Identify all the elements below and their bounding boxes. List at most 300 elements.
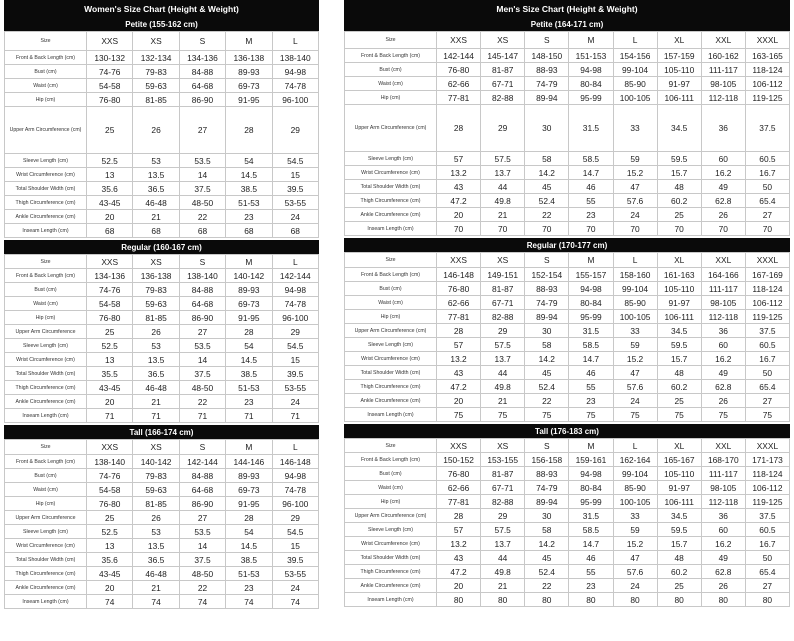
measurement-value: 49.8: [481, 194, 525, 208]
size-column-xxs: XXS: [87, 440, 133, 455]
measurement-label: Front & Back Length (cm): [345, 49, 437, 63]
measurement-value: 47: [613, 180, 657, 194]
measurement-value: 54.5: [272, 525, 318, 539]
chart-title: Men's Size Chart (Height & Weight): [344, 0, 790, 17]
measurement-value: 98-105: [701, 77, 745, 91]
table-row: [5, 168, 319, 182]
measurement-value: 140-142: [226, 269, 272, 283]
measurement-value: 14.5: [226, 539, 272, 553]
measurement-value: 54-58: [87, 483, 133, 497]
measurement-value: 76-80: [87, 311, 133, 325]
measurement-value: 57.6: [613, 565, 657, 579]
measurement-value: 142-144: [272, 269, 318, 283]
measurement-value: 62.8: [701, 380, 745, 394]
size-column-m: M: [226, 440, 272, 455]
measurement-label: Upper Arm Circumference (cm): [345, 324, 437, 338]
table-header-row: [345, 253, 790, 268]
measurement-label: Sleeve Length (cm): [345, 338, 437, 352]
measurement-label: Waist (cm): [5, 483, 87, 497]
measurement-value: 100-105: [613, 495, 657, 509]
measurement-label: Inseam Length (cm): [345, 408, 437, 422]
measurement-value: 13.5: [133, 539, 179, 553]
measurement-value: 156-158: [525, 453, 569, 467]
measurement-value: 159-161: [569, 453, 613, 467]
measurement-value: 75: [613, 408, 657, 422]
measurement-label: Waist (cm): [345, 77, 437, 91]
size-table: [4, 31, 319, 238]
measurement-value: 80: [745, 593, 789, 607]
measurement-value: 62.8: [701, 565, 745, 579]
measurement-value: 33: [613, 324, 657, 338]
measurement-value: 155-157: [569, 268, 613, 282]
measurement-value: 99-104: [613, 282, 657, 296]
measurement-value: 138-140: [87, 455, 133, 469]
measurement-value: 60.5: [745, 523, 789, 537]
measurement-value: 71: [226, 409, 272, 423]
measurement-value: 54.5: [272, 339, 318, 353]
measurement-value: 75: [525, 408, 569, 422]
measurement-label: Wrist Circumference (cm): [345, 352, 437, 366]
measurement-value: 142-144: [179, 455, 225, 469]
measurement-value: 96-100: [272, 497, 318, 511]
mens-size-chart: [344, 0, 790, 607]
measurement-label: Wrist Circumference (cm): [5, 353, 87, 367]
measurement-value: 37.5: [745, 509, 789, 523]
measurement-value: 25: [87, 325, 133, 339]
section-title-petite: Petite (155-162 cm): [4, 17, 319, 31]
measurement-label: Waist (cm): [5, 79, 87, 93]
measurement-value: 27: [745, 208, 789, 222]
measurement-value: 48: [657, 180, 701, 194]
table-row: [5, 409, 319, 423]
measurement-value: 89-93: [226, 469, 272, 483]
measurement-value: 111-117: [701, 467, 745, 481]
measurement-value: 15: [272, 353, 318, 367]
measurement-value: 106-111: [657, 310, 701, 324]
measurement-value: 118-124: [745, 467, 789, 481]
measurement-value: 75: [569, 408, 613, 422]
measurement-value: 91-95: [226, 93, 272, 107]
measurement-label: Thigh Circumference (cm): [345, 194, 437, 208]
measurement-value: 38.5: [226, 367, 272, 381]
measurement-value: 22: [179, 395, 225, 409]
measurement-value: 94-98: [569, 63, 613, 77]
table-row: [5, 65, 319, 79]
measurement-value: 95-99: [569, 310, 613, 324]
measurement-value: 13.2: [437, 537, 481, 551]
measurement-value: 80: [481, 593, 525, 607]
measurement-value: 67-71: [481, 296, 525, 310]
measurement-value: 89-93: [226, 283, 272, 297]
table-row: [345, 352, 790, 366]
measurement-value: 25: [657, 394, 701, 408]
measurement-value: 60.5: [745, 338, 789, 352]
table-row: [345, 282, 790, 296]
table-row: [5, 395, 319, 409]
table-row: [345, 91, 790, 105]
measurement-value: 53.5: [179, 339, 225, 353]
measurement-value: 55: [569, 380, 613, 394]
measurement-value: 14.5: [226, 168, 272, 182]
measurement-label: Ankle Circumference (cm): [5, 395, 87, 409]
measurement-value: 89-94: [525, 91, 569, 105]
measurement-value: 50: [745, 366, 789, 380]
table-row: [5, 553, 319, 567]
measurement-value: 55: [569, 565, 613, 579]
measurement-value: 45: [525, 180, 569, 194]
measurement-label: Waist (cm): [345, 481, 437, 495]
measurement-label: Sleeve Length (cm): [5, 525, 87, 539]
measurement-value: 79-83: [133, 65, 179, 79]
measurement-value: 95-99: [569, 495, 613, 509]
measurement-value: 99-104: [613, 63, 657, 77]
size-column-s: S: [179, 255, 225, 269]
measurement-value: 21: [481, 208, 525, 222]
size-column-xxl: XXL: [701, 439, 745, 453]
measurement-value: 94-98: [272, 469, 318, 483]
table-row: [5, 381, 319, 395]
measurement-value: 57.5: [481, 523, 525, 537]
table-row: [345, 495, 790, 509]
measurement-value: 47.2: [437, 194, 481, 208]
measurement-value: 24: [613, 579, 657, 593]
measurement-value: 15.7: [657, 352, 701, 366]
measurement-label: Sleeve Length (cm): [345, 152, 437, 166]
measurement-value: 36.5: [133, 553, 179, 567]
measurement-value: 25: [657, 579, 701, 593]
measurement-value: 54-58: [87, 297, 133, 311]
measurement-value: 20: [437, 579, 481, 593]
measurement-value: 157-159: [657, 49, 701, 63]
size-table: [4, 254, 319, 423]
measurement-value: 96-100: [272, 93, 318, 107]
measurement-label: Hip (cm): [345, 495, 437, 509]
measurement-value: 23: [226, 210, 272, 224]
table-row: [5, 107, 319, 154]
size-column-xs: XS: [133, 440, 179, 455]
measurement-value: 111-117: [701, 282, 745, 296]
measurement-label: Upper Arm Circumference (cm): [345, 509, 437, 523]
table-row: [345, 105, 790, 152]
measurement-value: 88-93: [525, 63, 569, 77]
measurement-value: 81-87: [481, 282, 525, 296]
measurement-value: 112-118: [701, 495, 745, 509]
measurement-label: Ankle Circumference (cm): [5, 581, 87, 595]
measurement-value: 22: [525, 208, 569, 222]
measurement-value: 20: [437, 394, 481, 408]
measurement-value: 69-73: [226, 79, 272, 93]
table-row: [5, 511, 319, 525]
measurement-value: 165-167: [657, 453, 701, 467]
measurement-label: Upper Arm Circumference: [5, 511, 87, 525]
measurement-value: 13.7: [481, 166, 525, 180]
measurement-value: 86-90: [179, 93, 225, 107]
measurement-value: 52.4: [525, 194, 569, 208]
measurement-value: 75: [745, 408, 789, 422]
measurement-value: 20: [87, 395, 133, 409]
measurement-value: 57.6: [613, 194, 657, 208]
size-column-xl: XL: [657, 32, 701, 49]
measurement-value: 48-50: [179, 381, 225, 395]
table-row: [345, 180, 790, 194]
measurement-value: 81-87: [481, 63, 525, 77]
measurement-value: 57.6: [613, 380, 657, 394]
size-table: [344, 252, 790, 422]
measurement-value: 119-125: [745, 495, 789, 509]
measurement-label: Thigh Circumference (cm): [345, 565, 437, 579]
table-row: [5, 497, 319, 511]
table-row: [5, 367, 319, 381]
measurement-value: 59-63: [133, 483, 179, 497]
table-row: [5, 469, 319, 483]
measurement-value: 59: [613, 523, 657, 537]
measurement-value: 44: [481, 366, 525, 380]
measurement-value: 26: [701, 394, 745, 408]
measurement-value: 37.5: [179, 182, 225, 196]
measurement-value: 54.5: [272, 154, 318, 168]
measurement-label: Waist (cm): [5, 297, 87, 311]
measurement-value: 65.4: [745, 565, 789, 579]
table-row: [345, 565, 790, 579]
measurement-value: 29: [481, 324, 525, 338]
size-column-l: L: [613, 253, 657, 268]
measurement-value: 136-138: [226, 51, 272, 65]
measurement-value: 70: [613, 222, 657, 236]
measurement-value: 54-58: [87, 79, 133, 93]
table-row: [5, 567, 319, 581]
measurement-value: 100-105: [613, 91, 657, 105]
measurement-value: 74: [272, 595, 318, 609]
table-row: [5, 210, 319, 224]
chart-title: Women's Size Chart (Height & Weight): [4, 0, 319, 17]
measurement-value: 39.5: [272, 367, 318, 381]
measurement-value: 71: [272, 409, 318, 423]
measurement-label: Inseam Length (cm): [345, 222, 437, 236]
measurement-value: 24: [272, 210, 318, 224]
measurement-value: 153-155: [481, 453, 525, 467]
measurement-value: 91-95: [226, 311, 272, 325]
measurement-value: 68: [272, 224, 318, 238]
table-row: [5, 539, 319, 553]
measurement-value: 74: [226, 595, 272, 609]
measurement-label: Bust (cm): [5, 65, 87, 79]
size-header-label: Size: [5, 440, 87, 455]
section-title-regular: Regular (160-167 cm): [4, 240, 319, 254]
measurement-value: 95-99: [569, 91, 613, 105]
measurement-value: 45: [525, 366, 569, 380]
womens-size-chart: [4, 0, 319, 609]
measurement-label: Front & Back Length (cm): [345, 453, 437, 467]
measurement-value: 60.2: [657, 565, 701, 579]
measurement-value: 154-156: [613, 49, 657, 63]
table-row: [5, 182, 319, 196]
measurement-value: 80: [701, 593, 745, 607]
table-header-row: [5, 32, 319, 51]
measurement-value: 77-81: [437, 310, 481, 324]
measurement-label: Front & Back Length (cm): [345, 268, 437, 282]
measurement-value: 54: [226, 339, 272, 353]
measurement-value: 69-73: [226, 297, 272, 311]
measurement-value: 68: [87, 224, 133, 238]
measurement-value: 53: [133, 339, 179, 353]
measurement-value: 111-117: [701, 63, 745, 77]
measurement-value: 46-48: [133, 567, 179, 581]
measurement-value: 47: [613, 366, 657, 380]
measurement-value: 43-45: [87, 196, 133, 210]
measurement-value: 94-98: [272, 283, 318, 297]
measurement-value: 49: [701, 180, 745, 194]
size-column-m: M: [569, 253, 613, 268]
measurement-label: Hip (cm): [5, 311, 87, 325]
measurement-value: 163-165: [745, 49, 789, 63]
measurement-value: 94-98: [569, 467, 613, 481]
measurement-value: 149-151: [481, 268, 525, 282]
table-row: [345, 509, 790, 523]
measurement-value: 79-83: [133, 469, 179, 483]
measurement-value: 106-112: [745, 296, 789, 310]
measurement-value: 152-154: [525, 268, 569, 282]
measurement-value: 21: [133, 581, 179, 595]
measurement-value: 82-88: [481, 495, 525, 509]
size-column-xs: XS: [133, 255, 179, 269]
measurement-value: 58.5: [569, 523, 613, 537]
measurement-value: 20: [87, 581, 133, 595]
measurement-value: 22: [179, 581, 225, 595]
table-row: [345, 523, 790, 537]
table-row: [5, 93, 319, 107]
table-row: [5, 79, 319, 93]
measurement-value: 76-80: [437, 282, 481, 296]
measurement-label: Upper Arm Circumference (cm): [345, 105, 437, 152]
size-column-xs: XS: [481, 253, 525, 268]
measurement-value: 70: [525, 222, 569, 236]
measurement-value: 26: [701, 208, 745, 222]
measurement-value: 80: [525, 593, 569, 607]
measurement-value: 59: [613, 152, 657, 166]
measurement-value: 89-94: [525, 310, 569, 324]
measurement-label: Upper Arm Circumference: [5, 325, 87, 339]
table-row: [345, 296, 790, 310]
measurement-value: 30: [525, 105, 569, 152]
section-title-tall: Tall (166-174 cm): [4, 425, 319, 439]
measurement-label: Hip (cm): [345, 310, 437, 324]
measurement-value: 13.2: [437, 352, 481, 366]
measurement-value: 71: [133, 409, 179, 423]
table-row: [345, 338, 790, 352]
table-row: [5, 581, 319, 595]
measurement-value: 14.7: [569, 352, 613, 366]
measurement-value: 49: [701, 366, 745, 380]
measurement-label: Inseam Length (cm): [5, 595, 87, 609]
measurement-value: 46: [569, 366, 613, 380]
measurement-value: 100-105: [613, 310, 657, 324]
measurement-value: 81-85: [133, 497, 179, 511]
measurement-value: 105-110: [657, 63, 701, 77]
measurement-value: 50: [745, 180, 789, 194]
measurement-value: 91-97: [657, 296, 701, 310]
measurement-value: 85-90: [613, 296, 657, 310]
table-row: [345, 537, 790, 551]
measurement-label: Waist (cm): [345, 296, 437, 310]
measurement-value: 22: [525, 394, 569, 408]
measurement-value: 138-140: [179, 269, 225, 283]
measurement-value: 20: [437, 208, 481, 222]
measurement-label: Thigh Circumference (cm): [5, 196, 87, 210]
measurement-label: Inseam Length (cm): [5, 409, 87, 423]
measurement-label: Ankle Circumference (cm): [345, 394, 437, 408]
measurement-value: 31.5: [569, 105, 613, 152]
measurement-value: 50: [745, 551, 789, 565]
measurement-value: 91-97: [657, 77, 701, 91]
measurement-value: 53.5: [179, 525, 225, 539]
measurement-value: 62-66: [437, 481, 481, 495]
measurement-value: 58: [525, 152, 569, 166]
measurement-value: 15.2: [613, 352, 657, 366]
measurement-value: 37.5: [179, 553, 225, 567]
measurement-value: 118-124: [745, 63, 789, 77]
measurement-value: 46-48: [133, 381, 179, 395]
measurement-value: 150-152: [437, 453, 481, 467]
size-header-label: Size: [345, 32, 437, 49]
measurement-value: 74-76: [87, 469, 133, 483]
measurement-value: 70: [745, 222, 789, 236]
measurement-value: 16.7: [745, 352, 789, 366]
measurement-value: 16.2: [701, 166, 745, 180]
measurement-value: 80: [657, 593, 701, 607]
measurement-value: 53: [133, 154, 179, 168]
measurement-value: 29: [272, 511, 318, 525]
measurement-value: 37.5: [745, 105, 789, 152]
measurement-value: 24: [613, 208, 657, 222]
table-row: [5, 311, 319, 325]
measurement-value: 136-138: [133, 269, 179, 283]
measurement-value: 59.5: [657, 338, 701, 352]
measurement-label: Ankle Circumference (cm): [5, 210, 87, 224]
size-column-xxs: XXS: [437, 253, 481, 268]
measurement-value: 29: [272, 325, 318, 339]
measurement-value: 74: [179, 595, 225, 609]
table-row: [345, 467, 790, 481]
measurement-value: 48-50: [179, 567, 225, 581]
measurement-value: 14: [179, 353, 225, 367]
measurement-value: 77-81: [437, 91, 481, 105]
measurement-value: 26: [133, 107, 179, 154]
measurement-value: 33: [613, 105, 657, 152]
measurement-value: 51-53: [226, 196, 272, 210]
table-row: [5, 196, 319, 210]
measurement-value: 36.5: [133, 367, 179, 381]
measurement-value: 23: [569, 579, 613, 593]
measurement-value: 59-63: [133, 79, 179, 93]
measurement-value: 48-50: [179, 196, 225, 210]
measurement-value: 14.7: [569, 537, 613, 551]
measurement-label: Inseam Length (cm): [5, 224, 87, 238]
measurement-value: 13: [87, 168, 133, 182]
measurement-value: 36: [701, 509, 745, 523]
measurement-value: 16.7: [745, 166, 789, 180]
measurement-value: 57: [437, 338, 481, 352]
measurement-label: Bust (cm): [345, 467, 437, 481]
measurement-value: 27: [179, 107, 225, 154]
table-row: [345, 152, 790, 166]
measurement-value: 74-76: [87, 283, 133, 297]
measurement-value: 49.8: [481, 380, 525, 394]
size-table: [4, 439, 319, 609]
measurement-value: 130-132: [87, 51, 133, 65]
measurement-value: 13.7: [481, 352, 525, 366]
table-row: [345, 408, 790, 422]
measurement-value: 80: [437, 593, 481, 607]
